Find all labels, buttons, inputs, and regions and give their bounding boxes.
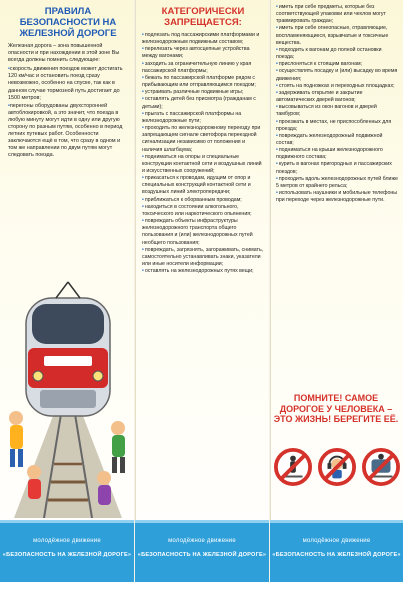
list-item: • подходить к вагонам до полной остановки поезда; bbox=[276, 47, 398, 61]
footer-movement-label: молодёжное движение bbox=[302, 538, 371, 544]
list-item: • стоять на подножках и переходных площадках; bbox=[276, 83, 398, 90]
footer-movement-label: молодёжное движение bbox=[33, 538, 101, 544]
list-item: • повреждать железнодорожный подвижной состав; bbox=[276, 133, 398, 147]
list-item: • подниматься на опоры и специальные конструкции контактной сети и воздушных линий и искусственных сооружений; bbox=[142, 154, 264, 175]
list-item: • курить в вагонах пригородных и пассажирских поездов; bbox=[276, 161, 398, 175]
panel-prohibitions-continued bbox=[270, 0, 403, 600]
list-item: • осуществлять посадку и (или) высадку во время движения; bbox=[276, 68, 398, 82]
list-item: • повреждать, загрязнять, загораживать, снимать, самостоятельно устанавливать знаки, указатели или иные носители информации; bbox=[142, 247, 264, 268]
list-item: • устраивать различные подвижные игры; bbox=[142, 89, 264, 96]
list-item: • повреждать объекты инфраструктуры железнодорожного транспорта общего пользования и (или) железнодорожных путей необщего пользования; bbox=[142, 218, 264, 247]
list-item: • прыгать с пассажирской платформы на железнодорожные пути; bbox=[142, 111, 264, 125]
panel1-title: ПРАВИЛА БЕЗОПАСНОСТИ НА ЖЕЛЕЗНОЙ ДОРОГЕ bbox=[19, 6, 117, 39]
footer-movement-label: молодёжное движение bbox=[168, 538, 236, 544]
train-illustration-icon bbox=[4, 278, 132, 518]
list-item: • прислоняться к стоящим вагонам; bbox=[276, 61, 398, 68]
list-item: • подниматься на крыши железнодорожного подвижного состава; bbox=[276, 147, 398, 161]
list-item: • приближаться к оборванным проводам; bbox=[142, 197, 264, 204]
panel-prohibitions bbox=[135, 0, 269, 600]
list-item: •скорость движения поездов может достигать 120 км/час и остановить поезд сразу невозможно, особенно на спуске, так как в данном случае тормозной путь достигает до 1500 метров; bbox=[8, 66, 123, 101]
list-item: • проходить по железнодорожному переезду при запрещающем сигнале светофора переездной сигнализации независимо от положения и наличия шлагбаума; bbox=[142, 125, 264, 154]
prohibition-sign-headphones-icon bbox=[318, 448, 356, 486]
list-item: • прикасаться к проводам, идущим от опор и специальных конструкций контактной сети и воздушных линий электропередачи; bbox=[142, 175, 264, 196]
list-item: • оставлять на железнодорожных путях вещи; bbox=[142, 268, 264, 275]
list-item: • иметь при себе предметы, которые без соответствующей упаковки или чехлов могут травмировать граждан; bbox=[276, 4, 398, 25]
list-item: • бежать по пассажирской платформе рядом с прибывающим или отправляющимся поездом; bbox=[142, 75, 264, 89]
prohibition-signs bbox=[274, 448, 400, 510]
list-item: • подлезать под пассажирскими платформами и железнодорожным подвижным составом; bbox=[142, 32, 264, 46]
list-item: • задерживать открытие и закрытие автоматических дверей вагонов; bbox=[276, 90, 398, 104]
prohibition-list bbox=[142, 32, 264, 275]
prohibition-list-continued bbox=[276, 4, 398, 204]
bottom-margin bbox=[0, 582, 403, 600]
list-item: • проезжать в местах, не приспособленных для проезда; bbox=[276, 119, 398, 133]
list-item: • проходить вдоль железнодорожных путей ближе 5 метров от крайнего рельса; bbox=[276, 176, 398, 190]
footer-movement-name: «БЕЗОПАСНОСТЬ НА ЖЕЛЕЗНОЙ ДОРОГЕ» bbox=[137, 552, 267, 558]
safety-slogan: ПОМНИТЕ! САМОЕ ДОРОГОЕ У ЧЕЛОВЕКА – ЭТО ЖИЗНЬ! БЕРЕГИТЕ ЕЁ. bbox=[273, 393, 399, 424]
footer-panel-1 bbox=[0, 520, 134, 582]
footer-panel-2 bbox=[135, 520, 269, 582]
prohibition-sign-walking-on-tracks-icon bbox=[274, 448, 312, 486]
footer-movement-name: «БЕЗОПАСНОСТЬ НА ЖЕЛЕЗНОЙ ДОРОГЕ» bbox=[272, 552, 401, 558]
prohibition-sign-crossing-icon bbox=[362, 448, 400, 486]
list-item: • перелезать через автосцепные устройства между вагонами; bbox=[142, 46, 264, 60]
list-item: •перегоны оборудованы двухсторонней автоблокировкой, а это значит, что поезда в любую минуту могут идти в одну или другую сторону по разным путям, особенно в период летних путевых работ. Особенности заключаются ещё в том, что сразу в одном и том же направлении по двум путям могут следовать поезда. bbox=[8, 102, 123, 159]
list-item: • оставлять детей без присмотра (гражданам с детьми); bbox=[142, 96, 264, 110]
list-item: • находиться в состоянии алкогольного, токсического или наркотического опьянения; bbox=[142, 204, 264, 218]
panel1-list bbox=[8, 66, 128, 159]
list-item: • использовать наушники и мобильные телефоны при переходе через железнодорожные пути. bbox=[276, 190, 398, 204]
panel1-intro: Железная дорога – зона повышенной опасности и при нахождении в этой зоне Вы всегда должны помнить следующее: bbox=[8, 43, 120, 64]
panel2-title: КАТЕГОРИЧЕСКИ ЗАПРЕЩАЕТСЯ: bbox=[161, 6, 245, 28]
footer-panel-3 bbox=[270, 520, 403, 582]
footer-movement-name: «БЕЗОПАСНОСТЬ НА ЖЕЛЕЗНОЙ ДОРОГЕ» bbox=[2, 552, 132, 558]
list-item: • иметь при себе огнеопасные, отравляющие, воспламеняющиеся, взрывчатые и токсичные вещества. bbox=[276, 25, 398, 46]
list-item: • высовываться из окон вагонов и дверей тамбуров; bbox=[276, 104, 398, 118]
list-item: • заходить за ограничительную линию у края пассажирской платформы; bbox=[142, 61, 264, 75]
